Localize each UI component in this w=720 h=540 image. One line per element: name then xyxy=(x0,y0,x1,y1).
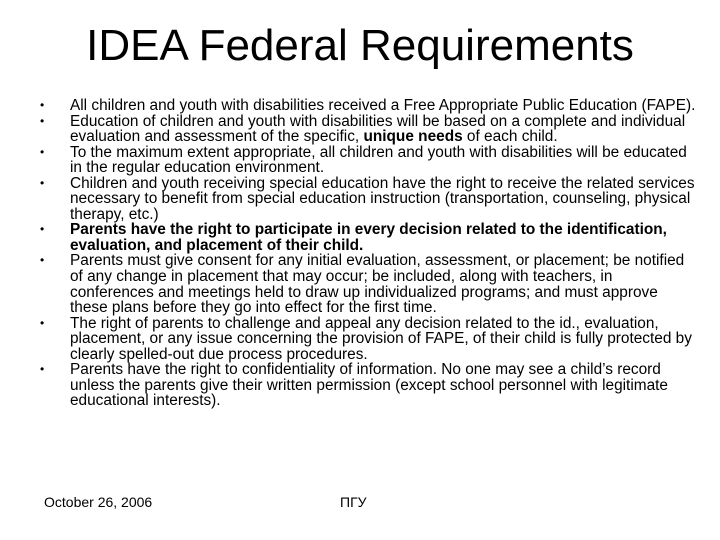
bullet-text xyxy=(70,114,708,145)
footer-date: October 26, 2006 xyxy=(44,494,153,510)
bullet-item xyxy=(36,222,708,253)
bullet-item xyxy=(36,253,708,315)
bullet-text-segment: of each child. xyxy=(462,128,558,146)
bullet-text xyxy=(70,176,708,223)
bullet-text-segment: Children and youth receiving special education have the right to receive the related services necessary to benefit from special education instruction (transportation, counseling, physical therapy, etc.) xyxy=(70,174,695,223)
bullet-list xyxy=(36,98,708,409)
bullet-text xyxy=(70,222,708,253)
bullet-text xyxy=(70,145,708,176)
bullet-text-bold-segment: unique needs xyxy=(363,128,463,146)
bullet-text xyxy=(70,362,708,409)
slide-title: IDEA Federal Requirements xyxy=(86,21,634,70)
bullet-text-segment: Parents have the right to confidentiality of information. No one may see a child’s record unless the parents give their written permission (except school personnel with legitimate educational interests). xyxy=(70,361,668,410)
bullet-item xyxy=(36,316,708,363)
bullet-text xyxy=(70,98,708,114)
bullet-item xyxy=(36,176,708,223)
bullet-item xyxy=(36,98,708,114)
bullet-text-segment: All children and youth with disabilities received a Free Appropriate Public Education (FAPE). xyxy=(70,97,696,114)
bullet-item xyxy=(36,145,708,176)
bullet-dot-icon: • xyxy=(40,362,45,377)
bullet-dot-icon: • xyxy=(40,175,45,190)
bullet-text-segment: Parents must give consent for any initial evaluation, assessment, or placement; be notified of any change in placement that may occur; be included, along with teachers, in conferences and meetings held to draw up individualized programs; and must approve these plans before they go into effect for the first time. xyxy=(70,252,685,317)
bullet-dot-icon: • xyxy=(40,315,45,330)
bullet-text-segment: The right of parents to challenge and appeal any decision related to the id., evaluation, placement, or any issue concerning the provision of FAPE, of their child is fully protected by clearly spelled-out due process procedures. xyxy=(70,314,692,363)
bullet-text-segment: To the maximum extent appropriate, all children and youth with disabilities will be educated in the regular education environment. xyxy=(70,143,687,177)
bullet-text xyxy=(70,253,708,315)
bullet-dot-icon: • xyxy=(40,98,45,112)
bullet-dot-icon: • xyxy=(40,222,45,237)
bullet-item xyxy=(36,362,708,409)
bullet-text-bold-segment: Parents have the right to participate in every decision related to the identification, evaluation, and placement of their child. xyxy=(70,221,667,254)
bullet-text-segment: Education of children and youth with disabilities will be based on a complete and individual evaluation and assessment of the specific, xyxy=(70,112,686,146)
bullet-item xyxy=(36,114,708,145)
bullet-dot-icon: • xyxy=(40,113,45,128)
footer-center-text: ПГУ xyxy=(340,494,367,510)
bullet-dot-icon: • xyxy=(40,253,45,268)
bullet-text xyxy=(70,316,708,363)
bullet-dot-icon: • xyxy=(40,144,45,159)
